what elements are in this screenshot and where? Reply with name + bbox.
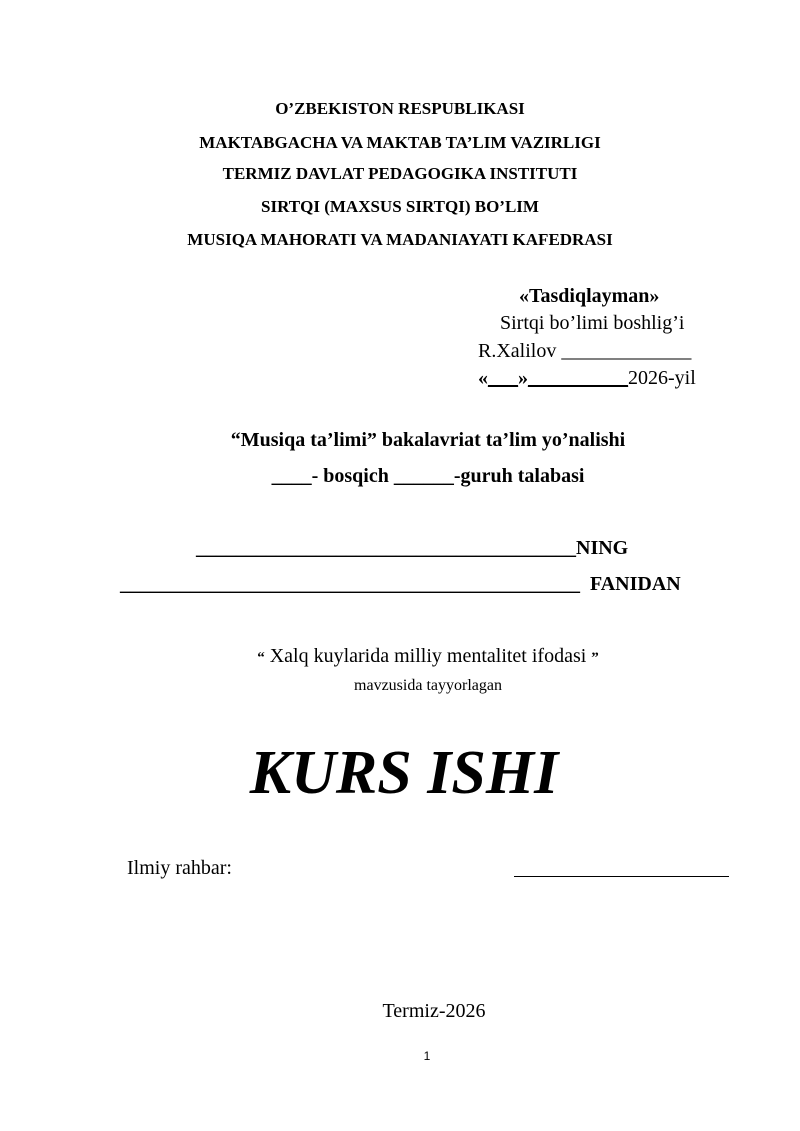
topic-open-quote: “ [257,650,265,666]
approval-position: Sirtqi bo’limi boshlig’i [500,312,685,334]
approval-name: R.Xalilov _____________ [478,340,692,362]
city-year: Termiz-2026 [382,1000,486,1022]
header-faculty: MUSIQA MAHORATI VA MADANIAYATI KAFEDRASI [187,230,613,249]
student-name-blank: ______________________________________ [196,537,576,559]
supervisor-label: Ilmiy rahbar: [127,857,232,879]
work-title: KURS ISHI [249,739,559,807]
topic-subtitle: mavzusida tayyorlagan [354,677,502,694]
topic-close-quote: ” [591,650,599,666]
subject-blank: ______________________________________________ [120,573,580,595]
approval-date [478,366,696,390]
approval-date-year: 2026-yil [628,367,696,389]
page-number: 1 [423,1049,431,1063]
approval-date-month-blank: __________ [528,367,628,389]
program-group: ____- bosqich ______-guruh talabasi [271,465,585,487]
topic-title [28,644,800,670]
header-ministry-country: O’ZBEKISTON RESPUBLIKASI [275,99,525,118]
approval-title: «Tasdiqlayman» [519,285,660,307]
header-institute: TERMIZ DAVLAT PEDAGOGIKA INSTITUTI [222,164,578,183]
approval-date-open-quote: « [478,367,488,389]
header-department: SIRTQI (MAXSUS SIRTQI) BO’LIM [261,197,539,216]
subject-fanidan-label: FANIDAN [590,573,681,595]
approval-date-close-quote: » [518,367,528,389]
student-ning-label: NING [576,537,629,559]
subject-line [120,572,681,596]
supervisor-signature-line [514,858,729,877]
header-ministry: MAKTABGACHA VA MAKTAB TA’LIM VAZIRLIGI [199,133,601,152]
program-direction: “Musiqa ta’limi” bakalavriat ta’lim yo’nalishi [230,429,626,451]
student-name-line [196,536,628,560]
approval-date-day-blank: ___ [488,367,518,389]
topic-text: Xalq kuylarida milliy mentalitet ifodasi [264,645,592,667]
